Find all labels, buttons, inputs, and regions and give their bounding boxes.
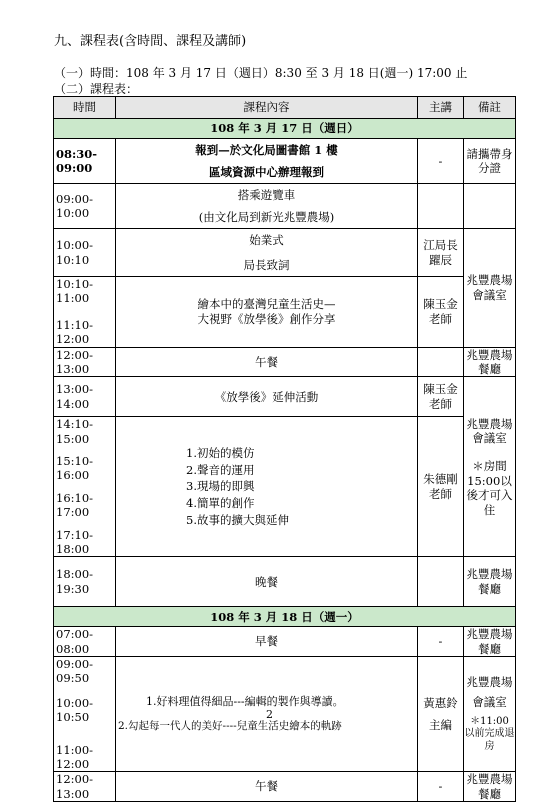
time-cell	[54, 657, 116, 772]
note-line: 兆豐農場會議室	[466, 416, 513, 445]
speaker-cell	[418, 347, 464, 377]
table-row	[54, 377, 516, 417]
time-line: 16:10-17:00	[56, 490, 94, 520]
speaker-cell: 陳玉金老師	[418, 277, 464, 348]
content-line: (由文化局到新光兆豐農場)	[198, 210, 335, 224]
content-cell: 午餐	[116, 347, 418, 377]
table-row	[54, 139, 516, 184]
note-cell: 兆豐農場餐廳	[464, 347, 516, 377]
speaker-line: 主編	[429, 718, 452, 733]
content-cell: 午餐	[116, 772, 418, 802]
note-cell	[464, 657, 516, 772]
time-line: （一）時間：108 年 3 月 17 日（週日）8:30 至 3 月 18 日(週一) 17:00 止	[54, 66, 468, 80]
time-line: 10:10-11:00	[56, 277, 94, 306]
time-cell: 08:30-09:00	[54, 139, 116, 184]
day2-row	[54, 607, 516, 627]
content-line: 局長致詞	[243, 257, 290, 272]
day1-row	[54, 119, 516, 139]
table-row	[54, 347, 516, 377]
note-cell	[464, 184, 516, 229]
content-line: 報到—於文化局圖書館 1 樓	[195, 142, 338, 157]
speaker-cell: 朱德剛老師	[418, 417, 464, 557]
content-cell	[116, 417, 418, 557]
page-number: 2	[266, 708, 273, 721]
speaker-cell	[418, 184, 464, 229]
time-line: 17:10-18:00	[56, 527, 94, 556]
content-line: 1.好料理值得細品---編輯的製作與導讀。	[146, 694, 344, 708]
time-line: 11:10-12:00	[56, 317, 94, 347]
time-cell: 18:00-19:30	[54, 557, 116, 607]
time-line: 14:10-15:00	[56, 417, 94, 446]
speaker-cell: -	[418, 627, 464, 657]
note-cell: 兆豐農場餐廳	[464, 557, 516, 607]
speaker-cell: 江局長躍辰	[418, 229, 464, 277]
content-line: 2.勾起每一代人的美好----兒童生活史繪本的軌跡	[118, 720, 342, 733]
content-cell: 《放學後》延伸活動	[116, 377, 418, 417]
time-cell	[54, 417, 116, 557]
content-cell	[116, 139, 418, 184]
content-line: 搭乘遊覽車	[237, 187, 296, 202]
time-line: 11:00-12:00	[56, 742, 94, 771]
content-cell	[116, 229, 418, 277]
header-content: 課程內容	[116, 97, 418, 119]
content-cell: 晚餐	[116, 557, 418, 607]
day1-title: 108 年 3 月 17 日（週日）	[54, 119, 516, 139]
note-line: 會議室	[472, 695, 507, 710]
content-cell	[116, 184, 418, 229]
list-item: 1.初始的模仿	[186, 446, 255, 461]
list-item: 2.聲音的運用	[186, 462, 255, 477]
table-row	[54, 229, 516, 277]
list-item: 4.簡單的創作	[186, 496, 255, 511]
table-line: （二）課程表：	[54, 82, 139, 96]
header-note: 備註	[464, 97, 516, 119]
note-line: ＊11:00 以前完成退房	[464, 715, 515, 752]
time-cell: 12:00-13:00	[54, 772, 116, 802]
section-heading: 九、課程表(含時間、課程及講師)	[54, 34, 247, 49]
speaker-line: 黃惠鈴	[423, 695, 458, 710]
list-item: 5.故事的擴大與延伸	[186, 512, 289, 527]
note-cell: 兆豐農場餐廳	[464, 627, 516, 657]
note-cell: 請攜帶身分證	[464, 139, 516, 184]
header-row	[54, 97, 516, 119]
content-line: 繪本中的臺灣兒童生活史—	[197, 297, 336, 312]
time-cell: 09:00-10:00	[54, 184, 116, 229]
speaker-cell	[418, 657, 464, 772]
content-cell: 早餐	[116, 627, 418, 657]
time-line: 15:10-16:00	[56, 454, 94, 483]
content-line: 大視野《放學後》創作分享	[197, 311, 336, 326]
table-row	[54, 417, 516, 557]
time-line: 09:00-09:50	[56, 657, 94, 686]
speaker-cell: -	[418, 139, 464, 184]
speaker-cell	[418, 557, 464, 607]
note-cell	[464, 377, 516, 557]
table-row	[54, 627, 516, 657]
note-line: 兆豐農場	[466, 675, 513, 689]
note-cell: 兆豐農場餐廳	[464, 772, 516, 802]
content-cell	[116, 277, 418, 348]
time-cell	[54, 277, 116, 348]
header-time: 時間	[54, 97, 116, 119]
day2-title: 108 年 3 月 18 日（週一）	[54, 607, 516, 627]
schedule-table	[53, 96, 516, 802]
time-cell: 10:00-10:10	[54, 229, 116, 277]
table-row	[54, 557, 516, 607]
content-line: 始業式	[249, 233, 284, 248]
time-line: 10:00-10:50	[56, 695, 94, 725]
table-row	[54, 772, 516, 802]
table-row	[54, 657, 516, 772]
speaker-cell: -	[418, 772, 464, 802]
content-line: 區域資源中心辦理報到	[209, 165, 324, 179]
table-row	[54, 277, 516, 348]
header-speaker: 主講	[418, 97, 464, 119]
table-row	[54, 184, 516, 229]
note-line: ＊房間 15:00以後才可入住	[466, 459, 513, 517]
note-cell: 兆豐農場會議室	[464, 229, 516, 348]
list-item: 3.現場的即興	[186, 479, 255, 494]
time-cell: 07:00-08:00	[54, 627, 116, 657]
speaker-cell: 陳玉金老師	[418, 377, 464, 417]
time-cell: 12:00-13:00	[54, 347, 116, 377]
time-cell: 13:00-14:00	[54, 377, 116, 417]
